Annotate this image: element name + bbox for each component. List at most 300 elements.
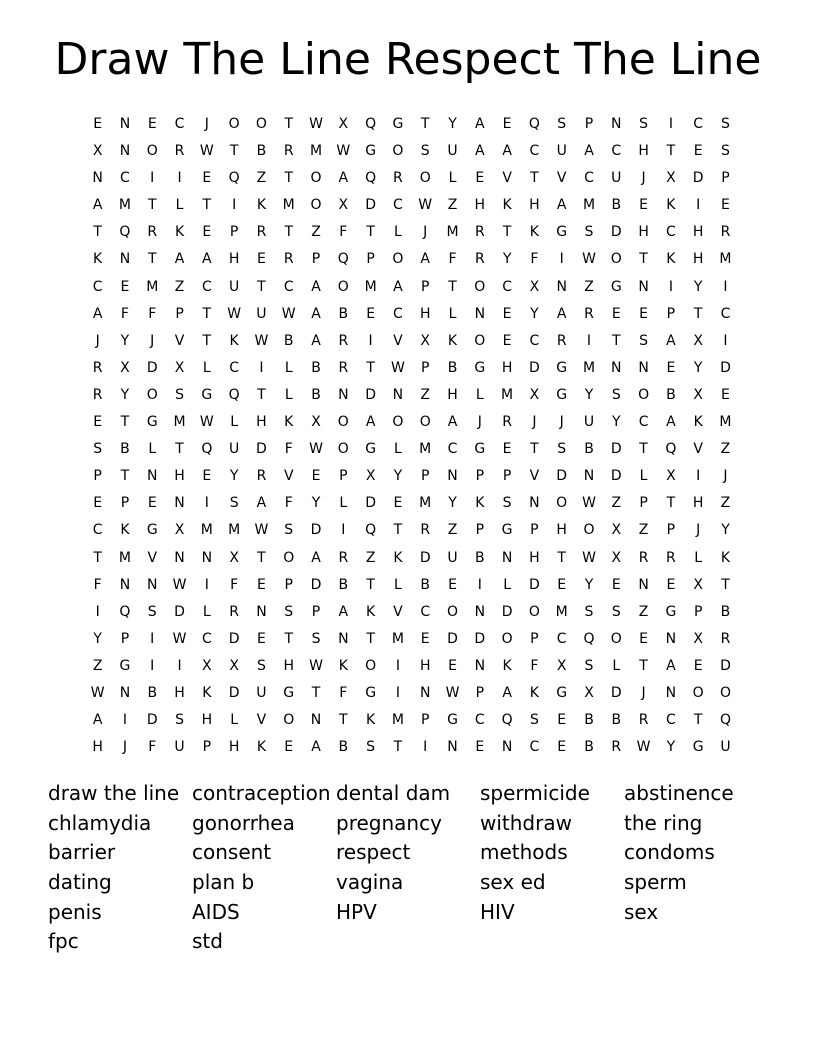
- grid-letter[interactable]: P: [311, 603, 321, 620]
- grid-letter[interactable]: P: [666, 305, 676, 322]
- grid-letter[interactable]: D: [610, 441, 622, 458]
- grid-letter[interactable]: B: [256, 143, 267, 160]
- grid-letter[interactable]: I: [586, 332, 592, 349]
- grid-letter[interactable]: O: [528, 603, 540, 620]
- grid-letter[interactable]: S: [611, 386, 621, 403]
- grid-letter[interactable]: B: [584, 712, 594, 729]
- grid-letter[interactable]: M: [582, 197, 596, 214]
- grid-letter[interactable]: Z: [365, 549, 376, 566]
- grid-letter[interactable]: K: [666, 251, 676, 268]
- grid-letter[interactable]: I: [232, 197, 237, 214]
- grid-letter[interactable]: K: [284, 414, 294, 431]
- grid-letter[interactable]: X: [693, 630, 703, 647]
- grid-letter[interactable]: B: [447, 359, 458, 376]
- grid-letter[interactable]: M: [719, 251, 732, 268]
- grid-letter[interactable]: D: [529, 359, 540, 376]
- grid-letter[interactable]: O: [392, 143, 404, 160]
- grid-letter[interactable]: X: [611, 549, 622, 566]
- grid-letter[interactable]: P: [721, 170, 730, 187]
- grid-letter[interactable]: S: [584, 224, 594, 241]
- grid-letter[interactable]: X: [338, 197, 349, 214]
- grid-letter[interactable]: X: [611, 522, 622, 539]
- grid-letter[interactable]: B: [611, 712, 622, 729]
- grid-letter[interactable]: M: [282, 197, 295, 214]
- grid-letter[interactable]: W: [445, 684, 460, 701]
- grid-letter[interactable]: X: [92, 143, 103, 160]
- grid-letter[interactable]: C: [529, 143, 540, 160]
- grid-letter[interactable]: M: [391, 712, 404, 729]
- grid-letter[interactable]: Q: [528, 116, 540, 132]
- grid-letter[interactable]: C: [474, 712, 485, 729]
- grid-letter[interactable]: I: [395, 684, 400, 701]
- grid-letter[interactable]: D: [365, 197, 376, 214]
- grid-letter[interactable]: B: [338, 576, 349, 593]
- grid-letter[interactable]: F: [93, 576, 102, 593]
- grid-letter[interactable]: T: [257, 549, 266, 566]
- grid-letter[interactable]: G: [610, 278, 622, 295]
- grid-letter[interactable]: W: [582, 251, 596, 268]
- grid-letter[interactable]: N: [119, 251, 131, 268]
- grid-letter[interactable]: I: [668, 278, 673, 295]
- grid-letter[interactable]: O: [310, 170, 322, 187]
- grid-letter[interactable]: B: [611, 197, 622, 214]
- grid-letter[interactable]: A: [502, 143, 512, 160]
- grid-letter[interactable]: N: [611, 116, 622, 132]
- grid-letter[interactable]: V: [556, 170, 567, 187]
- grid-letter[interactable]: O: [337, 414, 349, 431]
- grid-letter[interactable]: Z: [720, 441, 731, 458]
- grid-letter[interactable]: O: [337, 278, 349, 295]
- grid-letter[interactable]: D: [146, 712, 158, 729]
- grid-letter[interactable]: I: [696, 468, 701, 485]
- grid-letter[interactable]: E: [666, 576, 676, 593]
- grid-letter[interactable]: L: [394, 576, 402, 593]
- grid-letter[interactable]: E: [93, 414, 103, 431]
- grid-letter[interactable]: E: [557, 712, 567, 729]
- grid-letter[interactable]: Q: [119, 603, 131, 620]
- grid-letter[interactable]: R: [174, 143, 185, 160]
- grid-letter[interactable]: A: [338, 170, 349, 187]
- grid-letter[interactable]: K: [202, 684, 212, 701]
- grid-letter[interactable]: H: [283, 657, 294, 674]
- grid-letter[interactable]: U: [556, 143, 567, 160]
- grid-letter[interactable]: N: [201, 549, 213, 566]
- grid-letter[interactable]: X: [693, 576, 703, 593]
- grid-letter[interactable]: C: [174, 116, 185, 132]
- grid-letter[interactable]: H: [228, 251, 240, 268]
- grid-letter[interactable]: L: [202, 603, 211, 620]
- grid-letter[interactable]: S: [175, 386, 184, 403]
- grid-letter[interactable]: W: [582, 495, 596, 512]
- grid-letter[interactable]: W: [281, 305, 296, 322]
- grid-letter[interactable]: B: [338, 739, 349, 756]
- grid-letter[interactable]: W: [309, 116, 323, 132]
- grid-letter[interactable]: X: [311, 414, 321, 431]
- grid-letter[interactable]: D: [501, 603, 513, 620]
- grid-letter[interactable]: N: [665, 630, 677, 647]
- grid-letter[interactable]: J: [150, 332, 155, 349]
- grid-letter[interactable]: O: [310, 197, 322, 214]
- grid-letter[interactable]: B: [311, 386, 321, 403]
- grid-letter[interactable]: R: [92, 386, 103, 403]
- grid-letter[interactable]: I: [723, 278, 728, 295]
- grid-letter[interactable]: N: [611, 359, 622, 376]
- grid-letter[interactable]: T: [693, 305, 703, 322]
- grid-letter[interactable]: Z: [256, 170, 267, 187]
- grid-letter[interactable]: A: [338, 603, 349, 620]
- grid-letter[interactable]: U: [447, 549, 458, 566]
- grid-letter[interactable]: N: [501, 739, 513, 756]
- grid-letter[interactable]: E: [611, 305, 621, 322]
- grid-letter[interactable]: I: [723, 332, 728, 349]
- grid-letter[interactable]: H: [638, 143, 649, 160]
- grid-letter[interactable]: C: [720, 305, 731, 322]
- grid-letter[interactable]: B: [584, 441, 594, 458]
- grid-letter[interactable]: O: [692, 684, 704, 701]
- grid-letter[interactable]: J: [559, 414, 564, 431]
- grid-letter[interactable]: B: [475, 549, 485, 566]
- grid-letter[interactable]: P: [93, 468, 102, 485]
- grid-letter[interactable]: X: [529, 386, 540, 403]
- grid-letter[interactable]: N: [310, 712, 322, 729]
- grid-letter[interactable]: X: [420, 332, 430, 349]
- grid-letter[interactable]: X: [202, 657, 212, 674]
- grid-letter[interactable]: A: [311, 305, 321, 322]
- grid-letter[interactable]: O: [419, 414, 431, 431]
- grid-letter[interactable]: U: [256, 305, 267, 322]
- grid-letter[interactable]: R: [502, 414, 512, 431]
- grid-letter[interactable]: E: [557, 739, 567, 756]
- grid-letter[interactable]: W: [227, 305, 242, 322]
- grid-letter[interactable]: Y: [693, 278, 703, 295]
- grid-letter[interactable]: T: [120, 414, 130, 431]
- grid-letter[interactable]: F: [339, 224, 348, 241]
- grid-letter[interactable]: T: [639, 441, 648, 458]
- grid-letter[interactable]: J: [477, 414, 482, 431]
- grid-letter[interactable]: M: [228, 522, 241, 539]
- grid-letter[interactable]: J: [641, 684, 646, 701]
- grid-letter[interactable]: Y: [120, 332, 130, 349]
- grid-letter[interactable]: Y: [584, 576, 594, 593]
- grid-letter[interactable]: I: [423, 739, 428, 756]
- grid-letter[interactable]: C: [638, 414, 649, 431]
- grid-letter[interactable]: R: [338, 332, 349, 349]
- grid-letter[interactable]: E: [475, 170, 485, 187]
- grid-letter[interactable]: N: [338, 386, 349, 403]
- grid-letter[interactable]: V: [393, 332, 403, 349]
- grid-letter[interactable]: W: [199, 143, 214, 160]
- grid-letter[interactable]: O: [146, 386, 158, 403]
- grid-letter[interactable]: K: [666, 197, 676, 214]
- grid-letter[interactable]: A: [92, 305, 103, 322]
- grid-letter[interactable]: I: [668, 116, 673, 132]
- grid-letter[interactable]: B: [666, 386, 676, 403]
- grid-letter[interactable]: T: [639, 657, 648, 674]
- grid-letter[interactable]: G: [556, 386, 568, 403]
- grid-letter[interactable]: J: [122, 739, 128, 756]
- grid-letter[interactable]: U: [174, 739, 185, 756]
- grid-letter[interactable]: Y: [93, 630, 102, 647]
- grid-letter[interactable]: B: [311, 359, 321, 376]
- grid-letter[interactable]: T: [284, 630, 293, 647]
- grid-letter[interactable]: T: [257, 278, 266, 295]
- grid-letter[interactable]: L: [448, 170, 457, 187]
- grid-letter[interactable]: J: [723, 468, 728, 485]
- grid-letter[interactable]: A: [311, 278, 321, 295]
- grid-letter[interactable]: C: [584, 170, 594, 187]
- grid-letter[interactable]: D: [310, 522, 322, 539]
- grid-letter[interactable]: B: [420, 576, 431, 593]
- grid-letter[interactable]: K: [393, 549, 403, 566]
- grid-letter[interactable]: E: [147, 116, 157, 132]
- grid-letter[interactable]: V: [393, 603, 403, 620]
- grid-letter[interactable]: N: [501, 549, 513, 566]
- grid-letter[interactable]: W: [309, 441, 323, 458]
- grid-letter[interactable]: D: [610, 468, 622, 485]
- grid-letter[interactable]: A: [666, 414, 676, 431]
- grid-letter[interactable]: A: [92, 712, 103, 729]
- grid-letter[interactable]: E: [639, 305, 649, 322]
- grid-letter[interactable]: V: [174, 332, 185, 349]
- grid-letter[interactable]: M: [309, 143, 323, 160]
- grid-letter[interactable]: I: [559, 251, 564, 268]
- grid-letter[interactable]: F: [339, 684, 348, 701]
- grid-letter[interactable]: C: [556, 630, 567, 647]
- grid-letter[interactable]: I: [696, 197, 701, 214]
- grid-letter[interactable]: O: [501, 630, 513, 647]
- grid-letter[interactable]: V: [256, 712, 267, 729]
- grid-letter[interactable]: M: [582, 359, 596, 376]
- grid-letter[interactable]: I: [204, 576, 209, 593]
- grid-letter[interactable]: B: [147, 684, 158, 701]
- grid-letter[interactable]: N: [119, 684, 131, 701]
- grid-letter[interactable]: L: [639, 468, 648, 485]
- grid-letter[interactable]: L: [230, 712, 239, 729]
- grid-letter[interactable]: T: [257, 386, 266, 403]
- grid-letter[interactable]: C: [92, 278, 103, 295]
- grid-letter[interactable]: M: [501, 386, 514, 403]
- grid-letter[interactable]: E: [284, 739, 294, 756]
- grid-letter[interactable]: P: [475, 522, 485, 539]
- grid-letter[interactable]: D: [556, 468, 568, 485]
- grid-letter[interactable]: O: [610, 630, 622, 647]
- grid-letter[interactable]: N: [92, 170, 103, 187]
- grid-letter[interactable]: E: [257, 630, 266, 647]
- grid-letter[interactable]: A: [502, 684, 512, 701]
- grid-letter[interactable]: D: [720, 359, 731, 376]
- grid-letter[interactable]: B: [338, 305, 349, 322]
- grid-letter[interactable]: N: [256, 603, 267, 620]
- grid-letter[interactable]: T: [202, 197, 212, 214]
- grid-letter[interactable]: U: [229, 441, 240, 458]
- grid-letter[interactable]: Y: [612, 414, 621, 431]
- grid-letter[interactable]: X: [229, 657, 239, 674]
- grid-letter[interactable]: H: [419, 305, 431, 322]
- grid-letter[interactable]: L: [148, 441, 157, 458]
- grid-letter[interactable]: L: [394, 441, 402, 458]
- grid-letter[interactable]: F: [530, 657, 539, 674]
- grid-letter[interactable]: T: [366, 576, 375, 593]
- grid-letter[interactable]: C: [92, 522, 103, 539]
- grid-letter[interactable]: I: [150, 657, 155, 674]
- grid-letter[interactable]: R: [638, 549, 649, 566]
- grid-letter[interactable]: E: [420, 630, 430, 647]
- grid-letter[interactable]: P: [202, 739, 212, 756]
- grid-letter[interactable]: M: [391, 630, 404, 647]
- grid-letter[interactable]: L: [475, 386, 484, 403]
- grid-letter[interactable]: E: [639, 630, 649, 647]
- grid-letter[interactable]: A: [311, 332, 321, 349]
- grid-letter[interactable]: F: [448, 251, 457, 268]
- grid-letter[interactable]: M: [118, 549, 131, 566]
- grid-letter[interactable]: S: [584, 603, 594, 620]
- grid-letter[interactable]: E: [120, 278, 130, 295]
- grid-letter[interactable]: W: [172, 576, 187, 593]
- grid-letter[interactable]: P: [420, 468, 430, 485]
- grid-letter[interactable]: G: [692, 739, 704, 756]
- grid-letter[interactable]: E: [721, 386, 730, 403]
- grid-letter[interactable]: I: [150, 170, 155, 187]
- grid-letter[interactable]: I: [150, 630, 155, 647]
- grid-letter[interactable]: A: [584, 143, 594, 160]
- grid-letter[interactable]: S: [721, 116, 730, 132]
- grid-letter[interactable]: L: [448, 305, 457, 322]
- grid-letter[interactable]: W: [336, 143, 351, 160]
- grid-letter[interactable]: T: [530, 441, 539, 458]
- grid-letter[interactable]: L: [284, 359, 293, 376]
- grid-letter[interactable]: R: [283, 251, 294, 268]
- grid-letter[interactable]: B: [120, 441, 130, 458]
- grid-letter[interactable]: R: [720, 224, 731, 241]
- grid-letter[interactable]: W: [418, 197, 433, 214]
- grid-letter[interactable]: K: [366, 712, 376, 729]
- grid-letter[interactable]: S: [584, 657, 594, 674]
- grid-letter[interactable]: K: [120, 522, 130, 539]
- grid-letter[interactable]: M: [719, 414, 732, 431]
- grid-letter[interactable]: E: [93, 495, 103, 512]
- grid-letter[interactable]: Y: [448, 116, 457, 132]
- grid-letter[interactable]: Y: [666, 739, 676, 756]
- grid-letter[interactable]: U: [583, 414, 595, 431]
- grid-letter[interactable]: S: [256, 657, 266, 674]
- grid-letter[interactable]: Q: [365, 522, 377, 539]
- grid-letter[interactable]: E: [502, 332, 512, 349]
- grid-letter[interactable]: N: [119, 576, 131, 593]
- grid-letter[interactable]: T: [366, 224, 375, 241]
- grid-letter[interactable]: R: [720, 630, 731, 647]
- grid-letter[interactable]: R: [556, 332, 567, 349]
- grid-letter[interactable]: Y: [448, 495, 457, 512]
- grid-letter[interactable]: R: [256, 468, 267, 485]
- grid-letter[interactable]: D: [720, 657, 731, 674]
- grid-letter[interactable]: P: [530, 522, 539, 539]
- grid-letter[interactable]: Z: [174, 278, 185, 295]
- grid-letter[interactable]: W: [254, 522, 269, 539]
- grid-letter[interactable]: S: [93, 441, 103, 458]
- grid-letter[interactable]: E: [693, 657, 703, 674]
- grid-letter[interactable]: S: [611, 603, 621, 620]
- grid-letter[interactable]: O: [446, 603, 459, 620]
- grid-letter[interactable]: O: [365, 657, 377, 674]
- grid-letter[interactable]: O: [337, 441, 349, 458]
- grid-letter[interactable]: N: [529, 495, 540, 512]
- grid-letter[interactable]: G: [365, 143, 377, 160]
- grid-letter[interactable]: Y: [229, 468, 239, 485]
- grid-letter[interactable]: P: [666, 522, 676, 539]
- grid-letter[interactable]: N: [174, 495, 185, 512]
- grid-letter[interactable]: A: [393, 278, 403, 295]
- grid-letter[interactable]: C: [201, 630, 212, 647]
- grid-letter[interactable]: M: [419, 495, 432, 512]
- grid-letter[interactable]: T: [502, 224, 512, 241]
- grid-letter[interactable]: H: [692, 251, 704, 268]
- grid-letter[interactable]: J: [641, 170, 646, 187]
- grid-letter[interactable]: S: [502, 495, 512, 512]
- grid-letter[interactable]: I: [341, 522, 346, 539]
- grid-letter[interactable]: C: [283, 278, 294, 295]
- grid-letter[interactable]: K: [720, 549, 731, 566]
- grid-letter[interactable]: Z: [311, 224, 321, 241]
- grid-letter[interactable]: O: [228, 116, 240, 132]
- grid-letter[interactable]: O: [474, 278, 486, 295]
- grid-letter[interactable]: H: [529, 549, 540, 566]
- grid-letter[interactable]: D: [365, 495, 376, 512]
- grid-letter[interactable]: T: [557, 549, 566, 566]
- grid-letter[interactable]: T: [202, 332, 212, 349]
- grid-letter[interactable]: R: [147, 224, 158, 241]
- grid-letter[interactable]: M: [146, 278, 159, 295]
- grid-letter[interactable]: N: [147, 576, 158, 593]
- grid-letter[interactable]: W: [172, 630, 187, 647]
- grid-letter[interactable]: C: [529, 739, 540, 756]
- grid-letter[interactable]: Y: [120, 386, 130, 403]
- grid-letter[interactable]: W: [309, 657, 323, 674]
- grid-letter[interactable]: H: [256, 414, 267, 431]
- grid-letter[interactable]: O: [419, 170, 431, 187]
- grid-letter[interactable]: E: [557, 576, 567, 593]
- grid-letter[interactable]: I: [122, 712, 128, 729]
- grid-letter[interactable]: T: [311, 684, 321, 701]
- grid-letter[interactable]: U: [229, 278, 240, 295]
- grid-letter[interactable]: T: [666, 143, 676, 160]
- grid-letter[interactable]: W: [636, 739, 651, 756]
- grid-letter[interactable]: V: [147, 549, 158, 566]
- grid-letter[interactable]: Z: [420, 386, 430, 403]
- grid-letter[interactable]: B: [283, 332, 294, 349]
- grid-letter[interactable]: M: [173, 414, 186, 431]
- grid-letter[interactable]: N: [474, 657, 486, 674]
- grid-letter[interactable]: R: [393, 170, 403, 187]
- grid-letter[interactable]: P: [420, 359, 430, 376]
- grid-letter[interactable]: L: [694, 549, 703, 566]
- grid-letter[interactable]: T: [284, 224, 293, 241]
- grid-letter[interactable]: E: [502, 305, 512, 322]
- grid-letter[interactable]: D: [529, 576, 540, 593]
- grid-letter[interactable]: E: [666, 359, 676, 376]
- grid-letter[interactable]: V: [693, 441, 703, 458]
- grid-letter[interactable]: Q: [365, 170, 377, 187]
- grid-letter[interactable]: T: [339, 712, 348, 729]
- grid-letter[interactable]: D: [692, 170, 704, 187]
- grid-letter[interactable]: A: [174, 251, 185, 268]
- grid-letter[interactable]: R: [474, 224, 485, 241]
- grid-letter[interactable]: I: [368, 332, 373, 349]
- grid-letter[interactable]: K: [256, 197, 267, 214]
- grid-letter[interactable]: H: [474, 197, 486, 214]
- grid-letter[interactable]: K: [174, 224, 185, 241]
- grid-letter[interactable]: A: [92, 197, 103, 214]
- grid-letter[interactable]: E: [448, 657, 457, 674]
